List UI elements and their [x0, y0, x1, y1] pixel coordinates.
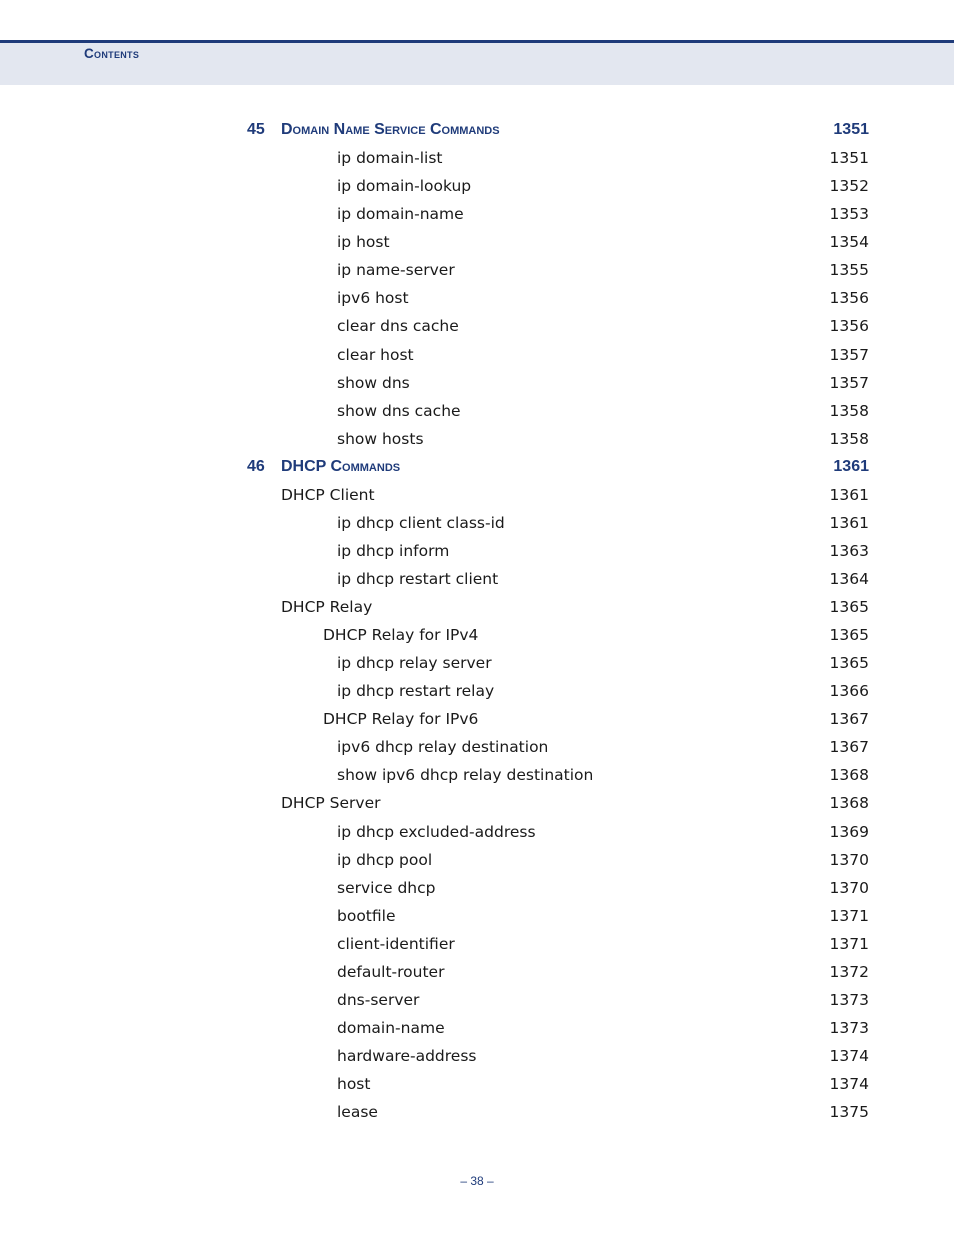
page-ref: 1351 — [829, 149, 869, 168]
chapter-title: DHCP Commands — [281, 457, 401, 475]
page-ref: 1365 — [829, 654, 869, 673]
toc-entry[interactable] — [0, 261, 954, 283]
toc-entry[interactable] — [0, 570, 954, 592]
entry-label: ip dhcp restart client — [337, 570, 499, 588]
toc-chapter-entry[interactable] — [0, 121, 954, 143]
toc-entry[interactable] — [0, 626, 954, 648]
toc-entry[interactable] — [0, 205, 954, 227]
toc-entry[interactable] — [0, 654, 954, 676]
toc-entry[interactable] — [0, 598, 954, 620]
entry-label: dns-server — [337, 990, 420, 1009]
page-ref: 1357 — [829, 373, 869, 392]
page-header-title: Contents — [84, 46, 140, 61]
chapter-title: Domain Name Service Commands — [281, 121, 500, 138]
toc-entry[interactable] — [0, 766, 954, 788]
page-ref: 1358 — [829, 429, 869, 448]
page-ref: 1355 — [829, 261, 869, 280]
entry-label: show dns — [337, 373, 410, 392]
chapter-number: 46 — [247, 457, 265, 475]
toc-entry[interactable] — [0, 794, 954, 816]
entry-label: ip domain-name — [337, 205, 464, 224]
entry-label: domain-name — [337, 1018, 445, 1037]
page-ref: 1361 — [829, 485, 869, 504]
toc-entry[interactable] — [0, 879, 954, 901]
page-ref: 1371 — [829, 934, 869, 953]
page-ref: 1356 — [829, 289, 869, 308]
toc-entry[interactable] — [0, 542, 954, 564]
toc-entry[interactable] — [0, 1103, 954, 1125]
page-number: – 38 – — [460, 1174, 494, 1188]
entry-label: hardware-address — [337, 1047, 477, 1065]
toc-entry[interactable] — [0, 1047, 954, 1069]
page-ref: 1374 — [829, 1047, 869, 1065]
page-ref: 1372 — [829, 962, 869, 981]
page-ref: 1361 — [833, 457, 869, 475]
entry-label: ipv6 dhcp relay destination — [337, 738, 549, 757]
entry-label: clear host — [337, 345, 414, 364]
entry-label: ip dhcp restart relay — [337, 682, 495, 701]
page-ref: 1358 — [829, 401, 869, 420]
toc-entry[interactable] — [0, 682, 954, 704]
toc-entry[interactable] — [0, 317, 954, 339]
entry-label: ip dhcp excluded-address — [337, 822, 536, 841]
page-ref: 1370 — [829, 878, 869, 897]
entry-label: ip name-server — [337, 261, 455, 280]
entry-label: ip dhcp inform — [337, 541, 450, 560]
entry-label: show hosts — [337, 429, 424, 448]
page-ref: 1353 — [829, 205, 869, 224]
page-ref: 1365 — [829, 598, 869, 616]
page-ref: 1367 — [829, 738, 869, 757]
entry-label: DHCP Server — [281, 794, 381, 813]
entry-label: service dhcp — [337, 878, 436, 897]
page-ref: 1351 — [833, 121, 869, 138]
toc-entry[interactable] — [0, 991, 954, 1013]
toc-entry[interactable] — [0, 289, 954, 311]
entry-label: client-identifier — [337, 934, 455, 953]
toc-entry[interactable] — [0, 710, 954, 732]
page-ref: 1354 — [829, 233, 869, 252]
page-ref: 1373 — [829, 990, 869, 1009]
toc-entry[interactable] — [0, 823, 954, 845]
page-ref: 1364 — [829, 570, 869, 588]
page-ref: 1368 — [829, 766, 869, 785]
toc-entry[interactable] — [0, 430, 954, 452]
entry-label: ip domain-list — [337, 149, 443, 168]
entry-label: host — [337, 1075, 371, 1093]
entry-label: DHCP Client — [281, 485, 375, 504]
entry-label: DHCP Relay for IPv6 — [323, 710, 479, 729]
toc-entry[interactable] — [0, 514, 954, 536]
entry-label: show dns cache — [337, 401, 461, 420]
entry-label: clear dns cache — [337, 317, 459, 336]
toc-entry[interactable] — [0, 346, 954, 368]
page-ref: 1368 — [829, 794, 869, 813]
entry-label: show ipv6 dhcp relay destination — [337, 766, 594, 785]
page-ref: 1371 — [829, 906, 869, 925]
page-ref: 1361 — [829, 513, 869, 532]
page-ref: 1375 — [829, 1103, 869, 1122]
entry-label: ip dhcp relay server — [337, 654, 492, 673]
page-ref: 1366 — [829, 682, 869, 701]
toc-entry[interactable] — [0, 1075, 954, 1097]
page-ref: 1363 — [829, 541, 869, 560]
toc-entry[interactable] — [0, 177, 954, 199]
page-ref: 1369 — [829, 822, 869, 841]
entry-label: ip host — [337, 233, 390, 252]
entry-label: DHCP Relay — [281, 598, 373, 616]
page-ref: 1374 — [829, 1075, 869, 1093]
toc-chapter-entry[interactable] — [0, 458, 954, 480]
entry-label: DHCP Relay for IPv4 — [323, 626, 479, 645]
header-band — [0, 40, 954, 85]
page-ref: 1367 — [829, 710, 869, 729]
entry-label: ip dhcp client class-id — [337, 513, 505, 532]
page-ref: 1373 — [829, 1018, 869, 1037]
chapter-number: 45 — [247, 121, 265, 138]
toc-entry[interactable] — [0, 1019, 954, 1041]
toc-entry[interactable] — [0, 738, 954, 760]
toc-entry[interactable] — [0, 402, 954, 424]
page-ref: 1356 — [829, 317, 869, 336]
entry-label: lease — [337, 1103, 378, 1122]
toc-entry[interactable] — [0, 935, 954, 957]
entry-label: bootfile — [337, 906, 396, 925]
entry-label: ip domain-lookup — [337, 177, 472, 196]
toc-entry[interactable] — [0, 907, 954, 929]
toc-entry[interactable] — [0, 486, 954, 508]
page-ref: 1357 — [829, 345, 869, 364]
toc-entry[interactable] — [0, 963, 954, 985]
entry-label: ip dhcp pool — [337, 850, 433, 869]
entry-label: ipv6 host — [337, 289, 409, 308]
page-ref: 1352 — [829, 177, 869, 196]
page-ref: 1370 — [829, 850, 869, 869]
toc-entry[interactable] — [0, 851, 954, 873]
toc-entry[interactable] — [0, 149, 954, 171]
toc-entry[interactable] — [0, 374, 954, 396]
page-ref: 1365 — [829, 626, 869, 645]
entry-label: default-router — [337, 962, 445, 981]
toc-entry[interactable] — [0, 233, 954, 255]
